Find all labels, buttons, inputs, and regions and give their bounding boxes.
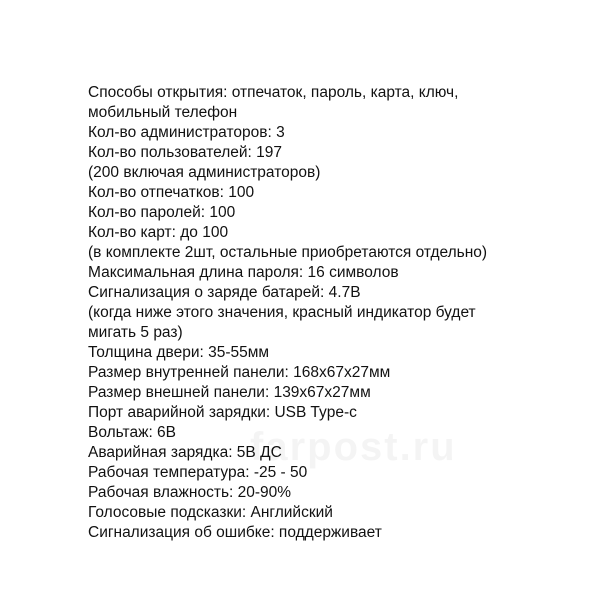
spec-line: Аварийная зарядка: 5В ДС xyxy=(88,444,282,461)
spec-line: (200 включая администраторов) xyxy=(88,164,321,181)
spec-line: (в комплекте 2шт, остальные приобретаются отдельно) xyxy=(88,244,488,261)
spec-line: Размер внутренней панели: 168х67х27мм xyxy=(88,364,391,381)
spec-line: Кол-во отпечатков: 100 xyxy=(88,184,255,201)
spec-line: Вольтаж: 6В xyxy=(88,424,177,441)
spec-line: Толщина двери: 35-55мм xyxy=(88,344,270,361)
spec-line: мобильный телефон xyxy=(88,104,238,121)
spec-line: Способы открытия: отпечаток, пароль, карта, ключ, xyxy=(88,84,459,101)
spec-line: Кол-во паролей: 100 xyxy=(88,204,236,221)
spec-line: Голосовые подсказки: Английский xyxy=(88,504,333,521)
spec-line: Рабочая влажность: 20-90% xyxy=(88,484,292,501)
spec-line: Кол-во администраторов: 3 xyxy=(88,124,285,141)
spec-line: мигать 5 раз) xyxy=(88,324,183,341)
spec-line: Порт аварийной зарядки: USB Type-c xyxy=(88,404,357,421)
spec-sheet xyxy=(88,83,588,543)
spec-line: Кол-во карт: до 100 xyxy=(88,224,229,241)
spec-line: Сигнализация о заряде батарей: 4.7В xyxy=(88,284,361,301)
spec-line: Размер внешней панели: 139х67х27мм xyxy=(88,384,371,401)
spec-line: Максимальная длина пароля: 16 символов xyxy=(88,264,399,281)
spec-line: Сигнализация об ошибке: поддерживает xyxy=(88,524,382,541)
spec-line: (когда ниже этого значения, красный индикатор будет xyxy=(88,304,476,321)
spec-line: Рабочая температура: -25 - 50 xyxy=(88,464,308,481)
spec-line: Кол-во пользователей: 197 xyxy=(88,144,283,161)
